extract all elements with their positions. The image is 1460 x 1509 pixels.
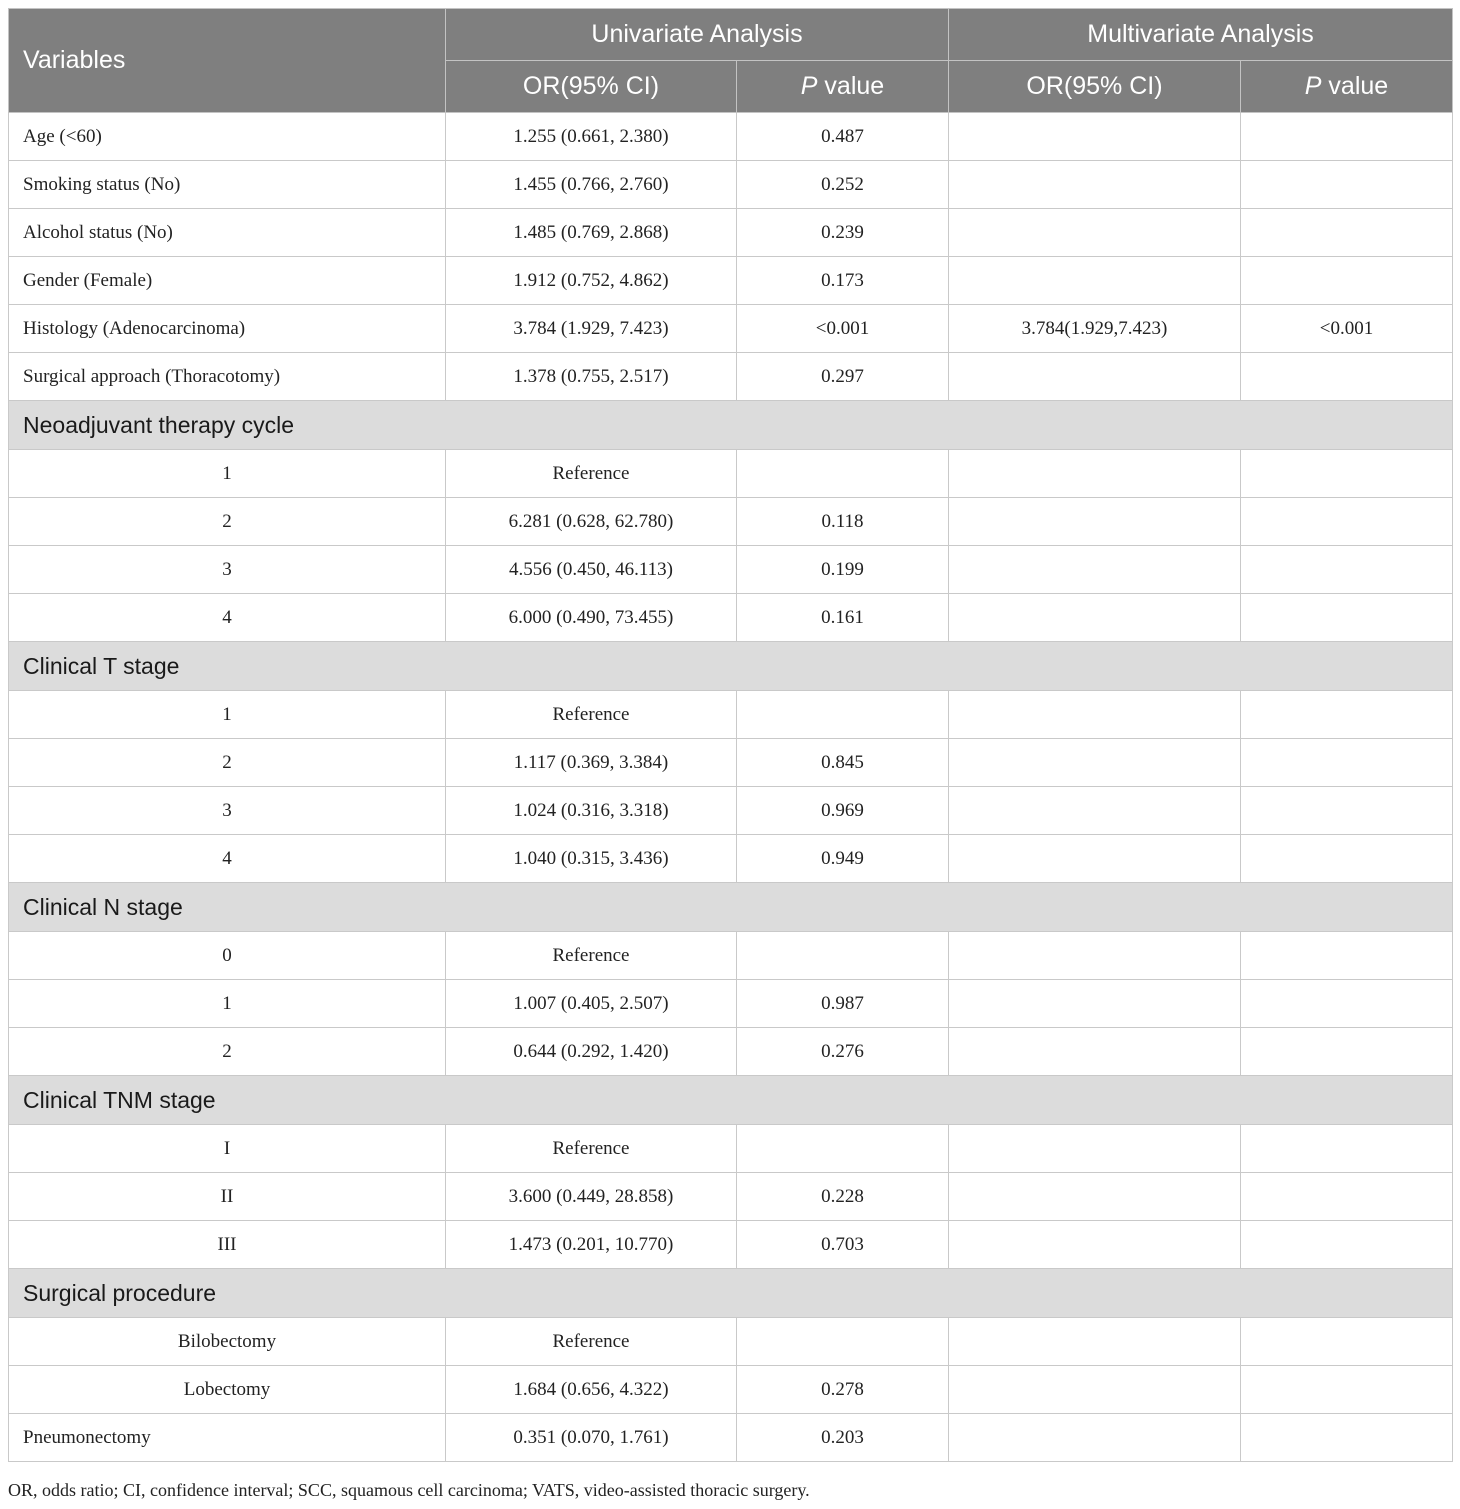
table-row xyxy=(9,980,1453,1028)
multivariate-or-cell xyxy=(949,1125,1241,1173)
multivariate-or-cell xyxy=(949,209,1241,257)
multivariate-p-cell xyxy=(1241,932,1453,980)
multivariate-p-cell xyxy=(1241,546,1453,594)
univariate-p-cell: 0.161 xyxy=(737,594,949,642)
table-row xyxy=(9,1414,1453,1462)
univariate-p-cell: 0.987 xyxy=(737,980,949,1028)
univariate-p-cell: 0.203 xyxy=(737,1414,949,1462)
multivariate-p-cell xyxy=(1241,113,1453,161)
univariate-or-cell: 3.784 (1.929, 7.423) xyxy=(446,305,737,353)
table-row xyxy=(9,113,1453,161)
multivariate-p-cell xyxy=(1241,353,1453,401)
table-row xyxy=(9,594,1453,642)
univariate-p-cell: 0.949 xyxy=(737,835,949,883)
table-row xyxy=(9,161,1453,209)
table-row xyxy=(9,257,1453,305)
section-label: Clinical TNM stage xyxy=(9,1076,1453,1125)
variable-cell: 3 xyxy=(9,546,446,594)
variable-cell: 4 xyxy=(9,835,446,883)
univariate-or-cell: 1.485 (0.769, 2.868) xyxy=(446,209,737,257)
multivariate-or-cell xyxy=(949,353,1241,401)
multivariate-p-cell xyxy=(1241,691,1453,739)
univariate-or-cell: Reference xyxy=(446,691,737,739)
multivariate-or-cell xyxy=(949,450,1241,498)
table-row xyxy=(9,209,1453,257)
multivariate-or-cell xyxy=(949,1366,1241,1414)
multivariate-or-cell xyxy=(949,498,1241,546)
variable-cell: Bilobectomy xyxy=(9,1318,446,1366)
variable-cell: 2 xyxy=(9,498,446,546)
header-univariate-analysis: Univariate Analysis xyxy=(446,9,949,61)
univariate-or-cell: 4.556 (0.450, 46.113) xyxy=(446,546,737,594)
section-label: Neoadjuvant therapy cycle xyxy=(9,401,1453,450)
variable-cell: Surgical approach (Thoracotomy) xyxy=(9,353,446,401)
univariate-p-cell xyxy=(737,1318,949,1366)
multivariate-p-cell xyxy=(1241,1028,1453,1076)
p-value-text: value xyxy=(1321,72,1389,100)
variable-cell: Alcohol status (No) xyxy=(9,209,446,257)
multivariate-or-cell xyxy=(949,835,1241,883)
univariate-p-cell xyxy=(737,932,949,980)
multivariate-or-cell xyxy=(949,1414,1241,1462)
univariate-or-cell: 1.912 (0.752, 4.862) xyxy=(446,257,737,305)
header-univariate-or-ci: OR(95% CI) xyxy=(446,61,737,113)
multivariate-or-cell xyxy=(949,787,1241,835)
univariate-or-cell: Reference xyxy=(446,1318,737,1366)
univariate-p-cell: <0.001 xyxy=(737,305,949,353)
table-row xyxy=(9,835,1453,883)
table-row xyxy=(9,739,1453,787)
variable-cell: Pneumonectomy xyxy=(9,1414,446,1462)
univariate-p-cell: 0.199 xyxy=(737,546,949,594)
multivariate-p-cell xyxy=(1241,161,1453,209)
multivariate-or-cell xyxy=(949,691,1241,739)
variable-cell: Smoking status (No) xyxy=(9,161,446,209)
variable-cell: 1 xyxy=(9,980,446,1028)
variable-cell: 1 xyxy=(9,450,446,498)
multivariate-p-cell xyxy=(1241,1173,1453,1221)
univariate-p-cell: 0.487 xyxy=(737,113,949,161)
header-multivariate-p-value xyxy=(1241,61,1453,113)
table-row xyxy=(9,305,1453,353)
section-label: Clinical N stage xyxy=(9,883,1453,932)
multivariate-p-cell xyxy=(1241,1125,1453,1173)
univariate-or-cell: 1.117 (0.369, 3.384) xyxy=(446,739,737,787)
variable-cell: 2 xyxy=(9,739,446,787)
variable-cell: 0 xyxy=(9,932,446,980)
multivariate-p-cell xyxy=(1241,1366,1453,1414)
univariate-or-cell: Reference xyxy=(446,1125,737,1173)
header-variables: Variables xyxy=(9,9,446,113)
table-row xyxy=(9,1221,1453,1269)
univariate-p-cell: 0.252 xyxy=(737,161,949,209)
multivariate-or-cell xyxy=(949,739,1241,787)
univariate-p-cell: 0.118 xyxy=(737,498,949,546)
table-header xyxy=(9,9,1453,113)
section-row xyxy=(9,1076,1453,1125)
univariate-p-cell: 0.845 xyxy=(737,739,949,787)
univariate-or-cell: 1.378 (0.755, 2.517) xyxy=(446,353,737,401)
section-row xyxy=(9,883,1453,932)
table-row xyxy=(9,691,1453,739)
multivariate-or-cell: 3.784(1.929,7.423) xyxy=(949,305,1241,353)
table-row xyxy=(9,1173,1453,1221)
multivariate-p-cell xyxy=(1241,594,1453,642)
multivariate-p-cell: <0.001 xyxy=(1241,305,1453,353)
multivariate-or-cell xyxy=(949,1221,1241,1269)
univariate-or-cell: 0.644 (0.292, 1.420) xyxy=(446,1028,737,1076)
univariate-p-cell: 0.703 xyxy=(737,1221,949,1269)
univariate-or-cell: 1.255 (0.661, 2.380) xyxy=(446,113,737,161)
univariate-or-cell: Reference xyxy=(446,450,737,498)
multivariate-p-cell xyxy=(1241,450,1453,498)
variable-cell: II xyxy=(9,1173,446,1221)
table-row xyxy=(9,1028,1453,1076)
section-label: Surgical procedure xyxy=(9,1269,1453,1318)
variable-cell: 3 xyxy=(9,787,446,835)
header-univariate-p-value xyxy=(737,61,949,113)
multivariate-p-cell xyxy=(1241,498,1453,546)
univariate-or-cell: 3.600 (0.449, 28.858) xyxy=(446,1173,737,1221)
multivariate-or-cell xyxy=(949,1028,1241,1076)
univariate-or-cell: 6.000 (0.490, 73.455) xyxy=(446,594,737,642)
multivariate-or-cell xyxy=(949,161,1241,209)
univariate-or-cell: Reference xyxy=(446,932,737,980)
multivariate-p-cell xyxy=(1241,257,1453,305)
table-row xyxy=(9,450,1453,498)
variable-cell: Lobectomy xyxy=(9,1366,446,1414)
univariate-or-cell: 1.473 (0.201, 10.770) xyxy=(446,1221,737,1269)
section-label: Clinical T stage xyxy=(9,642,1453,691)
multivariate-or-cell xyxy=(949,932,1241,980)
variable-cell: Gender (Female) xyxy=(9,257,446,305)
variable-cell: Histology (Adenocarcinoma) xyxy=(9,305,446,353)
section-row xyxy=(9,1269,1453,1318)
univariate-or-cell: 1.040 (0.315, 3.436) xyxy=(446,835,737,883)
regression-table xyxy=(8,8,1453,1462)
multivariate-p-cell xyxy=(1241,739,1453,787)
multivariate-p-cell xyxy=(1241,980,1453,1028)
univariate-or-cell: 1.684 (0.656, 4.322) xyxy=(446,1366,737,1414)
univariate-or-cell: 0.351 (0.070, 1.761) xyxy=(446,1414,737,1462)
univariate-or-cell: 6.281 (0.628, 62.780) xyxy=(446,498,737,546)
multivariate-p-cell xyxy=(1241,787,1453,835)
variable-cell: I xyxy=(9,1125,446,1173)
multivariate-p-cell xyxy=(1241,835,1453,883)
p-italic: P xyxy=(1304,72,1322,100)
table-row xyxy=(9,1366,1453,1414)
variable-cell: III xyxy=(9,1221,446,1269)
multivariate-or-cell xyxy=(949,1318,1241,1366)
univariate-p-cell: 0.276 xyxy=(737,1028,949,1076)
multivariate-or-cell xyxy=(949,257,1241,305)
multivariate-or-cell xyxy=(949,980,1241,1028)
multivariate-p-cell xyxy=(1241,1414,1453,1462)
section-row xyxy=(9,642,1453,691)
header-multivariate-or-ci: OR(95% CI) xyxy=(949,61,1241,113)
univariate-p-cell: 0.969 xyxy=(737,787,949,835)
multivariate-or-cell xyxy=(949,594,1241,642)
table-row xyxy=(9,498,1453,546)
header-row-groups xyxy=(9,9,1453,61)
section-row xyxy=(9,401,1453,450)
table-row xyxy=(9,546,1453,594)
univariate-p-cell xyxy=(737,691,949,739)
univariate-p-cell: 0.278 xyxy=(737,1366,949,1414)
table-row xyxy=(9,353,1453,401)
p-italic: P xyxy=(800,72,818,100)
univariate-or-cell: 1.007 (0.405, 2.507) xyxy=(446,980,737,1028)
univariate-p-cell: 0.297 xyxy=(737,353,949,401)
univariate-p-cell: 0.173 xyxy=(737,257,949,305)
table-row xyxy=(9,1125,1453,1173)
multivariate-or-cell xyxy=(949,546,1241,594)
univariate-p-cell: 0.228 xyxy=(737,1173,949,1221)
table-row xyxy=(9,932,1453,980)
univariate-or-cell: 1.024 (0.316, 3.318) xyxy=(446,787,737,835)
header-multivariate-analysis: Multivariate Analysis xyxy=(949,9,1453,61)
variable-cell: 1 xyxy=(9,691,446,739)
multivariate-or-cell xyxy=(949,1173,1241,1221)
multivariate-or-cell xyxy=(949,113,1241,161)
table-body xyxy=(9,113,1453,1462)
univariate-p-cell xyxy=(737,450,949,498)
p-value-text: value xyxy=(817,72,885,100)
variable-cell: 4 xyxy=(9,594,446,642)
univariate-or-cell: 1.455 (0.766, 2.760) xyxy=(446,161,737,209)
multivariate-p-cell xyxy=(1241,1318,1453,1366)
multivariate-p-cell xyxy=(1241,1221,1453,1269)
variable-cell: Age (<60) xyxy=(9,113,446,161)
multivariate-p-cell xyxy=(1241,209,1453,257)
table-row xyxy=(9,787,1453,835)
univariate-p-cell: 0.239 xyxy=(737,209,949,257)
univariate-p-cell xyxy=(737,1125,949,1173)
variable-cell: 2 xyxy=(9,1028,446,1076)
table-row xyxy=(9,1318,1453,1366)
table-footnote: OR, odds ratio; CI, confidence interval; SCC, squamous cell carcinoma; VATS, video-assisted thoracic surgery. xyxy=(8,1480,810,1500)
